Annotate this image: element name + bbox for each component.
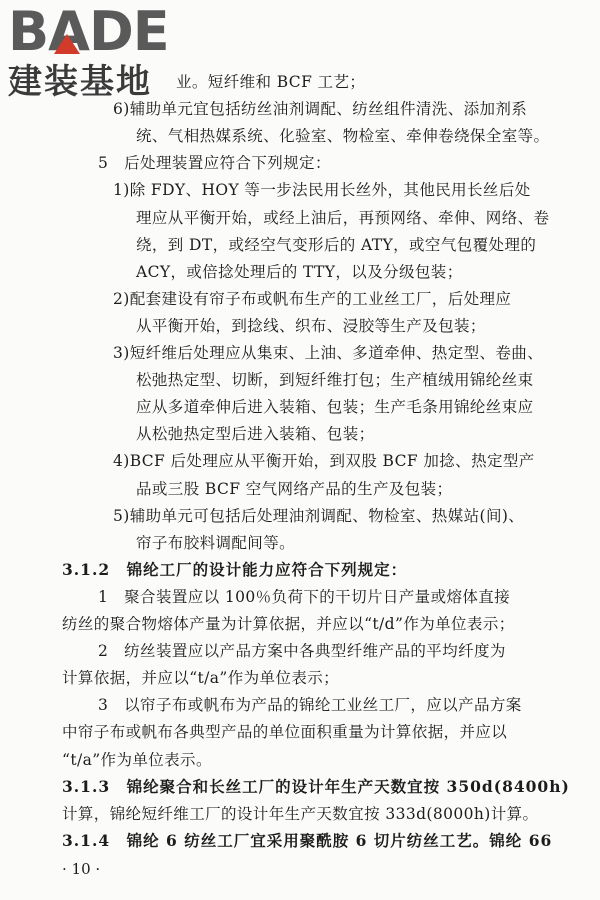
text-line: 帘子布胶料调配间等。 xyxy=(136,533,296,552)
text-line: 业。短纤维和 BCF 工艺； xyxy=(176,73,366,91)
text-line: 3 以帘子布或帆布为产品的锦纶工业丝工厂，应以产品方案 xyxy=(98,696,522,715)
logo-letter-a: A xyxy=(48,0,89,63)
text-line: 4)BCF 后处理应从平衡开始，到双股 BCF 加捻、热定型产 xyxy=(113,452,535,471)
text-line: 从松弛热定型后进入装箱、包装； xyxy=(136,425,375,444)
text-line: 2 纺丝装置应以产品方案中各典型纤维产品的平均纤度为 xyxy=(98,642,506,661)
text-line: 2)配套建设有帘子布或帆布生产的工业丝工厂，后处理应 xyxy=(113,289,512,308)
text-line: 6)辅助单元宜包括纺丝油剂调配、纺丝组件清洗、添加剂系 xyxy=(113,100,528,119)
text-line: 1)除 FDY、HOY 等一步法民用长丝外，其他民用长丝后处 xyxy=(113,181,531,200)
logo-letters-de: DE xyxy=(88,0,169,63)
text-line: 从平衡开始，到捻线、织布、浸胶等生产及包装； xyxy=(136,316,486,335)
text-line: 品或三股 BCF 空气网络产品的生产及包装； xyxy=(136,479,453,498)
section-heading: 3.1.2 锦纶工厂的设计能力应符合下列规定： xyxy=(62,559,408,579)
logo-subtitle: 建装基地 xyxy=(8,62,152,102)
text-line: 绕，到 DT，或经空气变形后的 ATY，或空气包覆处理的 xyxy=(136,235,537,254)
section-heading: 3.1.3 锦纶聚合和长丝工厂的设计年生产天数宜按 350d(8400h) xyxy=(62,776,570,796)
text-line: 统、气相热媒系统、化验室、物检室、牵伸卷绕保全室等。 xyxy=(136,127,550,146)
text-line: 中帘子布或帆布各典型产品的单位面积重量为计算依据，并应以 xyxy=(62,723,508,742)
text-line: 理应从平衡开始，或经上油后，再预网络、牵伸、网络、卷 xyxy=(136,208,550,227)
text-line: 计算依据，并应以“t/a”作为单位表示； xyxy=(62,669,340,688)
text-line: 3)短纤维后处理应从集束、上油、多道牵伸、热定型、卷曲、 xyxy=(113,344,544,362)
text-line: 计算，锦纶短纤维工厂的设计年生产天数宜按 333d(8000h)计算。 xyxy=(62,804,539,823)
section-heading: 3.1.4 锦纶 6 纺丝工厂宜采用聚酰胺 6 切片纺丝工艺。锦纶 66 xyxy=(62,830,553,850)
text-line: 松弛热定型、切断，到短纤维打包；生产植绒用锦纶丝束 xyxy=(136,371,534,390)
page-number: · 10 · xyxy=(62,859,101,878)
text-line: 5)辅助单元可包括后处理油剂调配、物检室、热媒站(间)、 xyxy=(113,506,525,525)
text-line: 5 后处理装置应符合下列规定： xyxy=(98,154,331,173)
text-line: 纺丝的聚合物熔体产量为计算依据，并应以“t/d”作为单位表示； xyxy=(62,615,515,633)
text-line: 1 聚合装置应以 100％负荷下的干切片日产量或熔体直接 xyxy=(98,587,511,606)
logo-letter-b: B xyxy=(8,0,49,63)
text-line: 应从多道牵伸后进入装箱、包装；生产毛条用锦纶丝束应 xyxy=(136,398,534,417)
text-line: ACY，或倍捻处理后的 TTY，以及分级包装； xyxy=(136,262,463,281)
text-line: “t/a”作为单位表示。 xyxy=(62,750,212,769)
